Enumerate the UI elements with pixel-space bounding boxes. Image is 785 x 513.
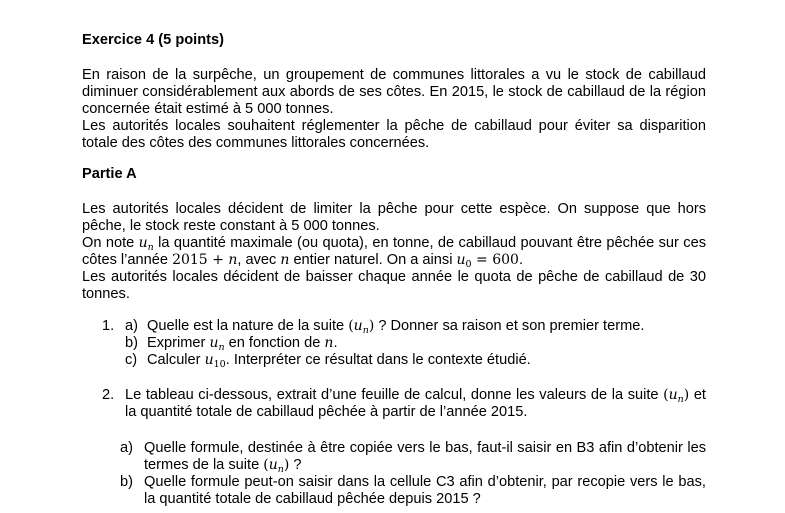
text: . [333,335,338,351]
math-subscript: 0 [465,259,472,270]
math-subscript: n [277,464,284,475]
text: . Interpréter ce résultat dans le contexte étudié. [225,352,531,368]
math-subscript: n [362,325,369,336]
math-subscript: n [218,342,225,353]
intro-line-2: diminuer considérablement aux abords de ses côtes. En 2015, le stock de cabillaud de la région [82,84,706,100]
q1c-label: c) [125,352,138,368]
part-a-p2-line-1 [82,235,706,252]
text: ? [289,457,302,473]
math-u: u [138,235,148,251]
q1c-text [147,352,531,369]
q2a-line-2 [144,457,302,474]
math-paren: ( [663,387,669,403]
math-eq: = 600 [471,252,519,268]
q1b-text [147,335,338,352]
q1-number: 1. [102,318,115,334]
intro-line-4: Les autorités locales souhaitent réglementer la pêche de cabillaud pour éviter sa disparition [82,118,706,134]
q1a-text [147,318,644,335]
intro-line-1: En raison de la surpêche, un groupement de communes littorales a vu le stock de cabillaud [82,67,706,83]
math-subscript: 10 [213,359,226,370]
q2b-line-1: Quelle formule peut-on saisir dans la cellule C3 afin d’obtenir, par recopie vers le bas, [144,474,706,490]
part-a-heading: Partie A [82,166,137,182]
q2-number: 2. [102,387,115,403]
text: entier naturel. On a ainsi [289,252,457,268]
math-n: n [324,335,334,351]
math-n: n [228,252,238,268]
q2-line-1 [125,387,706,404]
part-a-p1-line-2: pêche, le stock reste constant à 5 000 tonnes. [82,218,380,234]
math-u: u [204,352,214,368]
math-paren: ) [683,387,690,403]
text: Quelle est la nature de la suite [147,318,349,334]
text: , avec [237,252,281,268]
text: la quantité maximale (ou quota), en tonne, de cabillaud pouvant être pêchée sur ces [153,235,706,251]
math-subscript: n [677,394,684,405]
exercise-points: (5 points) [154,32,224,48]
text: et [689,387,706,403]
text: en fonction de [224,335,325,351]
q2b-label: b) [120,474,133,490]
exercise-title [82,32,224,49]
math-u: u [668,387,678,403]
q1a-label: a) [125,318,138,334]
math-u: u [209,335,219,351]
text: . [518,252,523,268]
intro-line-3: concernée était estimé à 5 000 tonnes. [82,101,334,117]
text: ? Donner sa raison et son premier terme. [374,318,645,334]
math-expr: 2015 + [172,252,229,268]
part-a-p3-line-2: tonnes. [82,286,130,302]
math-u: u [456,252,466,268]
q2a-line-1: Quelle formule, destinée à être copiée vers le bas, faut-il saisir en B3 afin d’obtenir les [144,440,706,456]
math-paren: ) [283,457,290,473]
intro-line-5: totale des côtes des communes littorales concernées. [82,135,430,151]
math-u: u [353,318,363,334]
math-u: u [268,457,278,473]
q2-line-2: la quantité totale de cabillaud pêchée à partir de l’année 2015. [125,404,528,420]
text: Exprimer [147,335,210,351]
text: Calculer [147,352,205,368]
math-paren: ( [263,457,269,473]
math-subscript: n [147,242,154,253]
math-paren: ) [368,318,375,334]
part-a-p3-line-1: Les autorités locales décident de baisser chaque année le quota de pêche de cabillaud de 30 [82,269,706,285]
q2b-line-2: la quantité totale de cabillaud pêchée depuis 2015 ? [144,491,481,507]
text: côtes l’année [82,252,173,268]
text: Le tableau ci-dessous, extrait d’une feuille de calcul, donne les valeurs de la suite [125,387,664,403]
math-paren: ( [348,318,354,334]
exercise-title-main: Exercice 4 [82,32,155,48]
text: On note [82,235,139,251]
part-a-p1-line-1: Les autorités locales décident de limiter la pêche pour cette espèce. On suppose que hors [82,201,706,217]
text: termes de la suite [144,457,264,473]
part-a-p2-line-2 [82,252,523,269]
q2a-label: a) [120,440,133,456]
q1b-label: b) [125,335,138,351]
math-n: n [280,252,290,268]
